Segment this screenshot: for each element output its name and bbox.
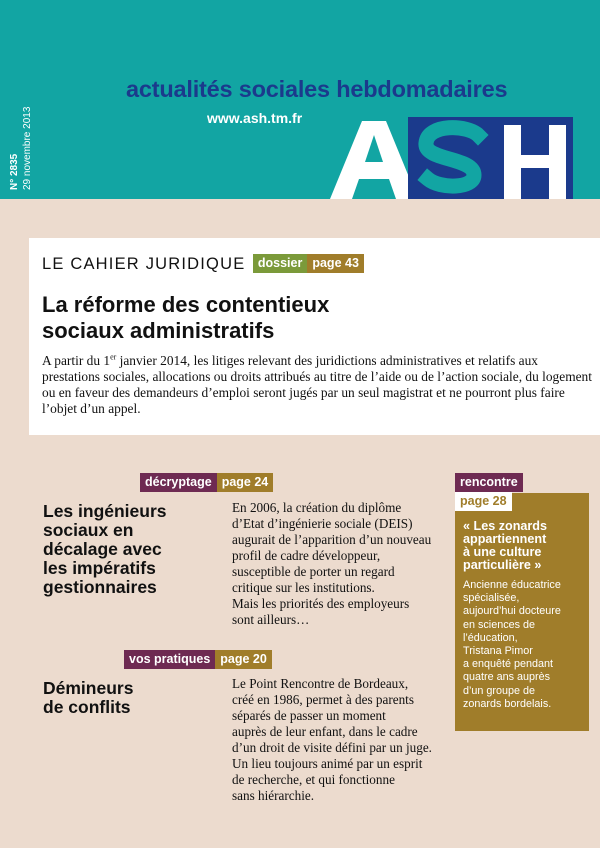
body-line: auprès de leur enfant, dans le cadre	[232, 724, 418, 739]
body-line: Ancienne éducatrice	[463, 579, 561, 591]
headline-line: les impératifs	[43, 558, 156, 578]
cahier-juridique-box	[29, 238, 600, 435]
decryptage-headline[interactable]	[43, 502, 228, 597]
main-body-start: A partir du 1	[42, 353, 111, 368]
body-line: en sciences de	[463, 618, 536, 631]
body-line: critique sur les institutions.	[232, 580, 375, 595]
body-line: aujourd’hui docteure	[463, 605, 561, 618]
body-line: sont ailleurs…	[232, 612, 310, 627]
body-line: Le Point Rencontre de Bordeaux,	[232, 676, 409, 691]
body-line: d’un groupe de	[463, 684, 536, 697]
headline-line: Les ingénieurs	[43, 501, 167, 521]
main-headline[interactable]	[42, 292, 462, 344]
brand-title: actualités sociales hebdomadaires	[126, 76, 508, 102]
headline-line: Démineurs	[43, 678, 134, 698]
rencontre-quote[interactable]	[463, 520, 587, 572]
pratiques-tag[interactable]: vos pratiques	[124, 650, 215, 669]
pratiques-headline[interactable]	[43, 679, 213, 717]
body-line: Un lieu toujours animé par un esprit	[232, 756, 423, 771]
body-line: Mais les priorités des employeurs	[232, 596, 410, 611]
rencontre-body	[463, 579, 587, 711]
main-headline-line: sociaux administratifs	[42, 318, 275, 343]
ash-logo	[328, 117, 573, 199]
body-line: de recherche, et qui fonctionne	[232, 772, 395, 787]
decryptage-tag[interactable]: décryptage	[140, 473, 217, 492]
rencontre-page-tag[interactable]: page 28	[455, 492, 512, 511]
body-line: augurait de l’apparition d’un nouveau	[232, 532, 432, 547]
body-line: créé en 1986, permet à des parents	[232, 692, 414, 707]
headline-line: gestionnaires	[43, 577, 157, 597]
body-line: Tristana Pimor	[463, 645, 533, 658]
cahier-label: LE CAHIER JURIDIQUE	[42, 255, 246, 273]
body-line: profil de cadre développeur,	[232, 548, 381, 563]
quote-line: particulière »	[463, 558, 542, 572]
main-body-rest: janvier 2014, les litiges relevant des juridictions administratives et relatifs aux prestations sociales, allocations ou droits attribués au titre de l’aide ou de l’action sociale, du logement ou en faveur des demandeurs d’emploi seront jugés par un seul magistrat et ne pourront plus faire l’objet d’un appel.	[42, 353, 592, 416]
cahier-header	[42, 254, 364, 274]
main-body	[42, 353, 592, 417]
body-line: sans hiérarchie.	[232, 788, 315, 803]
body-line: d’un droit de visite défini par un juge.	[232, 740, 432, 755]
quote-line: « Les zonards	[463, 519, 547, 533]
headline-line: sociaux en	[43, 520, 134, 540]
body-line: susceptible de porter un regard	[232, 564, 395, 579]
issue-info	[8, 20, 58, 190]
main-body-sup: er	[110, 352, 117, 362]
body-line: a enquêté pendant	[463, 658, 554, 671]
pratiques-tags	[124, 650, 272, 669]
brand-url[interactable]: www.ash.tm.fr	[207, 110, 303, 126]
dossier-page-tag[interactable]: page 43	[307, 254, 364, 273]
dossier-tag[interactable]: dossier	[253, 254, 307, 273]
main-headline-line: La réforme des contentieux	[42, 292, 330, 317]
rencontre-tag[interactable]: rencontre	[455, 473, 523, 492]
headline-line: décalage avec	[43, 539, 162, 559]
body-line: quatre ans auprès	[463, 671, 551, 684]
body-line: En 2006, la création du diplôme	[232, 500, 402, 515]
body-line: zonards bordelais.	[463, 697, 552, 710]
quote-line: à une culture	[463, 545, 542, 559]
decryptage-body	[232, 500, 452, 628]
body-line: l’éducation,	[463, 631, 518, 644]
headline-line: de conflits	[43, 697, 131, 717]
body-line: spécialisée,	[463, 592, 520, 605]
body-line: d’Etat d’ingénierie sociale (DEIS)	[232, 516, 413, 531]
decryptage-page-tag[interactable]: page 24	[217, 473, 274, 492]
pratiques-body	[232, 676, 452, 804]
issue-date: 29 novembre 2013	[22, 106, 33, 190]
quote-line: appartiennent	[463, 532, 547, 546]
decryptage-tags	[140, 473, 273, 492]
issue-number: N° 2835	[9, 153, 20, 190]
body-line: séparés de passer un moment	[232, 708, 386, 723]
pratiques-page-tag[interactable]: page 20	[215, 650, 272, 669]
rencontre-tags	[455, 473, 545, 513]
